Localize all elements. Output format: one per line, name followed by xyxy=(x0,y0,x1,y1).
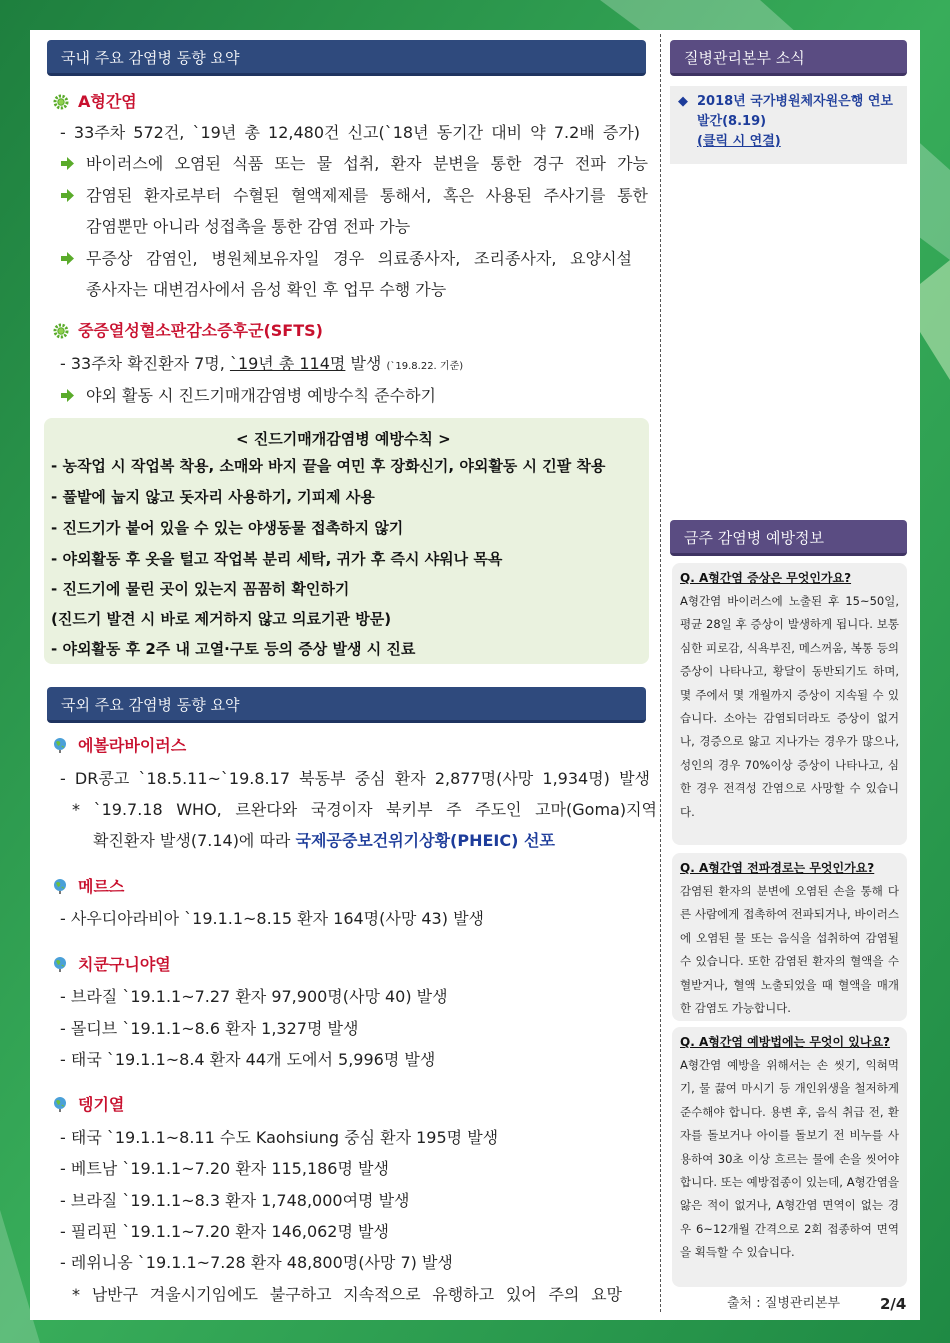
ebola-title: 에볼라바이러스 xyxy=(78,736,187,755)
dengue-line: - 필리핀 `19.1.1~7.20 환자 146,062명 발생 xyxy=(60,1222,389,1241)
footer-source: 출처 : 질병관리본부 xyxy=(727,1296,841,1311)
chikungunya-line: - 브라질 `19.1.1~7.27 환자 97,900명(사망 40) 발생 xyxy=(60,987,448,1006)
qa-card xyxy=(672,1027,907,1287)
hepatitis-a-line: 종사자는 대변검사에서 음성 확인 후 업무 수행 가능 xyxy=(86,280,447,299)
hepatitis-a-line: 감염된 환자로부터 수혈된 혈액제제를 통해서, 혹은 사용된 주사기를 통한 xyxy=(86,186,648,205)
hepatitis-a-line: - 33주차 572건, `19년 총 12,480건 신고(`18년 동기간 대비 약 7.2배 증가) xyxy=(60,123,640,142)
mers-line: - 사우디아라비아 `19.1.1~8.15 환자 164명(사망 43) 발생 xyxy=(60,909,484,928)
tick-prevention-box xyxy=(44,418,649,664)
ebola-line: * `19.7.18 WHO, 르완다와 국경이자 북키부 주 주도인 고마(Goma)지역 xyxy=(72,800,657,819)
globe-icon xyxy=(52,956,68,972)
qa-answer: A형간염 바이러스에 노출된 후 15~50일, 평균 28일 후 증상이 발생하게 됩니다. 보통 심한 피로감, 식욕부진, 메스꺼움, 복통 등의 증상이 나타나고, 황달이 동반되기도 하며, 몇 주에서 몇 개월까지 증상이 지속될 수 있습니다. 소아는 감염되더라도 증상이 없거나, 경증으로 앓고 지나가는 경우가 많으나, 성인의 경우 70%이상 증상이 나타나고, 심한 경우 전격성 간염으로 사망할 수 있습니다. xyxy=(680,594,899,819)
tick-prevention-item: - 진드기가 붙어 있을 수 있는 야생동물 접촉하지 않기 xyxy=(51,519,404,537)
sfts-title: 중증열성혈소판감소증후군(SFTS) xyxy=(78,321,323,340)
sfts-line-text: 발생 xyxy=(345,354,387,373)
globe-icon xyxy=(52,878,68,894)
news-title-line[interactable]: 2018년 국가병원체자원은행 연보 xyxy=(697,94,893,109)
tick-prevention-item: - 농작업 시 작업복 착용, 소매와 바지 끝을 여민 후 장화신기, 야외활동 시 긴팔 착용 xyxy=(51,457,606,475)
page-number: 2/4 xyxy=(880,1295,907,1313)
arrow-right-icon xyxy=(61,189,74,202)
sfts-line xyxy=(60,351,463,377)
sfts-date-note: (`19.8.22. 기준) xyxy=(386,361,464,372)
overseas-section-header: 국외 주요 감염병 동향 요약 xyxy=(47,687,646,723)
arrow-right-icon xyxy=(61,157,74,170)
dengue-title: 뎅기열 xyxy=(78,1095,125,1114)
tick-prevention-item: - 야외활동 후 2주 내 고열·구토 등의 증상 발생 시 진료 xyxy=(51,640,416,658)
prevention-section-header: 금주 감염병 예방정보 xyxy=(670,520,907,556)
tick-prevention-title: < 진드기매개감염병 예방수칙 > xyxy=(236,430,451,448)
news-section-header: 질병관리본부 소식 xyxy=(670,40,907,76)
mers-title: 메르스 xyxy=(78,877,125,896)
qa-card xyxy=(672,563,907,845)
ebola-line: - DR콩고 `18.5.11~`19.8.17 북동부 중심 환자 2,877명(사망 1,934명) 발생 xyxy=(60,769,650,788)
qa-answer: A형간염 예방을 위해서는 손 씻기, 익혀먹기, 물 끓여 마시기 등 개인위생을 철저하게 준수해야 합니다. 용변 후, 음식 취급 전, 환자를 돌보거나 아이를 돌보기 전 비누를 사용하여 30초 이상 흐르는 물에 손을 씻어야 합니다. 또는 예방접종이 있는데, A형간염을 앓은 적이 없거나, A형간염 면역이 없는 경우 6~12개월 간격으로 2회 접종하여 면역을 획득할 수 있습니다. xyxy=(680,1058,899,1260)
tick-prevention-item: - 진드기에 물린 곳이 있는지 꼼꼼히 확인하기 xyxy=(51,580,350,598)
sfts-line-text: - 33주차 확진환자 7명, xyxy=(60,354,230,373)
qa-question: Q. A형간염 예방법에는 무엇이 있나요? xyxy=(680,1035,891,1049)
pheic-highlight: 국제공중보건위기상황(PHEIC) 선포 xyxy=(295,831,555,850)
gear-icon xyxy=(53,94,69,110)
chikungunya-line: - 몰디브 `19.1.1~8.6 환자 1,327명 발생 xyxy=(60,1019,359,1038)
globe-icon xyxy=(52,737,68,753)
qa-question: Q. A형간염 증상은 무엇인가요? xyxy=(680,571,852,585)
arrow-right-icon xyxy=(61,252,74,265)
ebola-line xyxy=(93,828,555,854)
tick-prevention-item: - 야외활동 후 옷을 털고 작업복 분리 세탁, 귀가 후 즉시 샤워나 목욕 xyxy=(51,550,503,568)
qa-answer: 감염된 환자의 분변에 오염된 손을 통해 다른 사람에게 접촉하여 전파되거나, 바이러스에 오염된 물 또는 음식을 섭취하여 감염될 수 있습니다. 또한 감염된 환자의 혈액을 수혈받거나, 혈액 노출되었을 때 혈액을 매개한 감염도 가능합니다. xyxy=(680,884,899,1016)
arrow-right-icon xyxy=(61,389,74,402)
sfts-total-underlined: `19년 총 114명 xyxy=(229,354,346,373)
news-box xyxy=(670,86,907,164)
qa-question: Q. A형간염 전파경로는 무엇인가요? xyxy=(680,861,875,875)
chikungunya-title: 치쿤구니야열 xyxy=(78,955,171,974)
qa-card xyxy=(672,853,907,1021)
hepatitis-a-line: 감염뿐만 아니라 성접촉을 통한 감염 전파 가능 xyxy=(86,217,411,236)
globe-icon xyxy=(52,1096,68,1112)
dengue-line: - 브라질 `19.1.1~8.3 환자 1,748,000여명 발생 xyxy=(60,1191,410,1210)
dengue-line: - 태국 `19.1.1~8.11 수도 Kaohsiung 중심 환자 195명 발생 xyxy=(60,1128,499,1147)
news-title-line[interactable]: 발간(8.19) xyxy=(697,114,767,129)
ebola-line-text: 확진환자 발생(7.14)에 따라 xyxy=(93,831,296,850)
page-content xyxy=(30,30,920,1320)
tick-prevention-item: (진드기 발견 시 바로 제거하지 않고 의료기관 방문) xyxy=(51,610,392,628)
dengue-line: - 레위니옹 `19.1.1~7.28 환자 48,800명(사망 7) 발생 xyxy=(60,1253,453,1272)
dengue-line: * 남반구 겨울시기임에도 불구하고 지속적으로 유행하고 있어 주의 요망 xyxy=(72,1285,622,1304)
tick-prevention-item: - 풀밭에 눕지 않고 돗자리 사용하기, 기피제 사용 xyxy=(51,488,375,506)
domestic-section-header: 국내 주요 감염병 동향 요약 xyxy=(47,40,646,76)
chikungunya-line: - 태국 `19.1.1~8.4 환자 44개 도에서 5,996명 발생 xyxy=(60,1050,436,1069)
dengue-line: - 베트남 `19.1.1~7.20 환자 115,186명 발생 xyxy=(60,1159,389,1178)
news-link[interactable]: (클릭 시 연결) xyxy=(697,134,781,149)
sfts-line: 야외 활동 시 진드기매개감염병 예방수칙 준수하기 xyxy=(86,386,437,405)
gear-icon xyxy=(53,323,69,339)
hepatitis-a-title: A형간염 xyxy=(78,92,137,111)
column-divider xyxy=(660,34,661,1312)
news-bullet: ◆ xyxy=(678,94,688,109)
hepatitis-a-line: 바이러스에 오염된 식품 또는 물 섭취, 환자 분변을 통한 경구 전파 가능 xyxy=(86,154,648,173)
hepatitis-a-line: 무증상 감염인, 병원체보유자일 경우 의료종사자, 조리종사자, 요양시설 xyxy=(86,249,632,268)
